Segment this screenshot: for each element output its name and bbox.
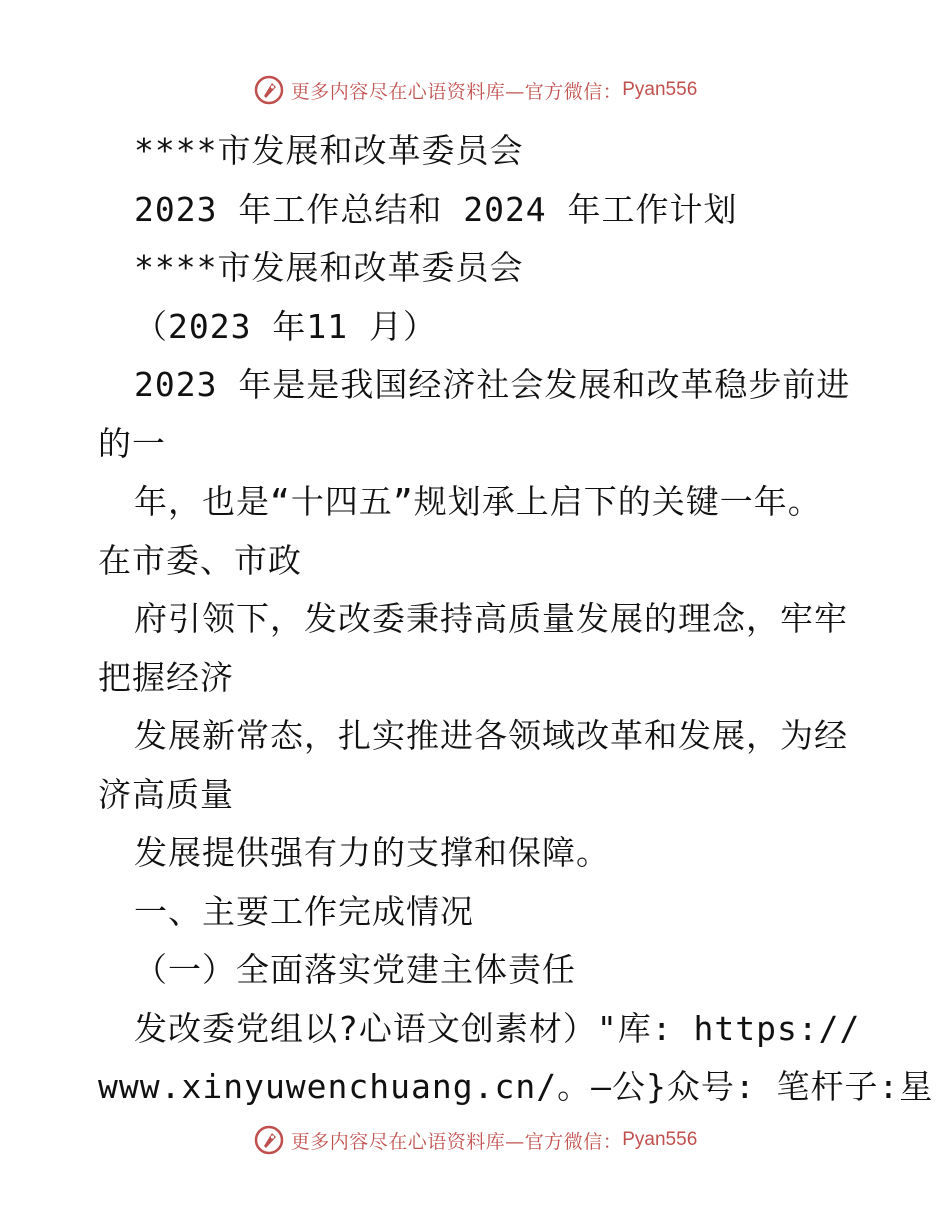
doc-line-org: ****市发展和改革委员会 <box>134 131 524 170</box>
doc-line-org-repeat: ****市发展和改革委员会 <box>134 248 524 287</box>
footer-banner-id: Pyan556 <box>622 1129 698 1150</box>
doc-paragraph-line: 发展新常态，扎实推进各领域改革和发展，为经 <box>134 716 848 755</box>
footer-banner <box>0 1120 950 1160</box>
pen-nib-circle-icon <box>253 74 285 106</box>
doc-paragraph-line: 府引领下，发改委秉持高质量发展的理念，牢牢 <box>134 599 848 638</box>
document-body <box>98 122 934 1117</box>
doc-paragraph-line: 年，也是“十四五”规划承上启下的关键一年。 <box>134 482 822 521</box>
doc-paragraph-line: 在市委、市政 <box>98 540 302 580</box>
doc-paragraph-line: 的一 <box>98 423 166 463</box>
pen-nib-circle-icon <box>253 1124 285 1156</box>
doc-line-date: （2023 年11 月） <box>134 306 437 346</box>
header-banner-id: Pyan556 <box>622 79 698 100</box>
doc-section-heading: 一、主要工作完成情况 <box>134 891 474 931</box>
doc-paragraph-line: www.xinyuwenchuang.cn/。—公}众号: 笔杆子:星 <box>98 1067 934 1106</box>
doc-paragraph-line: 济高质量 <box>98 774 234 814</box>
doc-paragraph-line: 把握经济 <box>98 657 234 697</box>
doc-paragraph-line: 发展提供强有力的支撑和保障。 <box>134 833 610 872</box>
doc-paragraph-line: 发改委党组以?心语文创素材）"库: https:// <box>134 1008 861 1048</box>
doc-paragraph-line: 2023 年是是我国经济社会发展和改革稳步前进 <box>134 365 851 404</box>
doc-subsection-heading: （一）全面落实党建主体责任 <box>134 950 576 989</box>
header-banner-text: 更多内容尽在心语资料库—官方微信： <box>290 80 623 103</box>
header-banner <box>0 70 950 110</box>
footer-banner-text: 更多内容尽在心语资料库—官方微信： <box>290 1130 623 1153</box>
doc-line-title: 2023 年工作总结和 2024 年工作计划 <box>134 189 738 229</box>
